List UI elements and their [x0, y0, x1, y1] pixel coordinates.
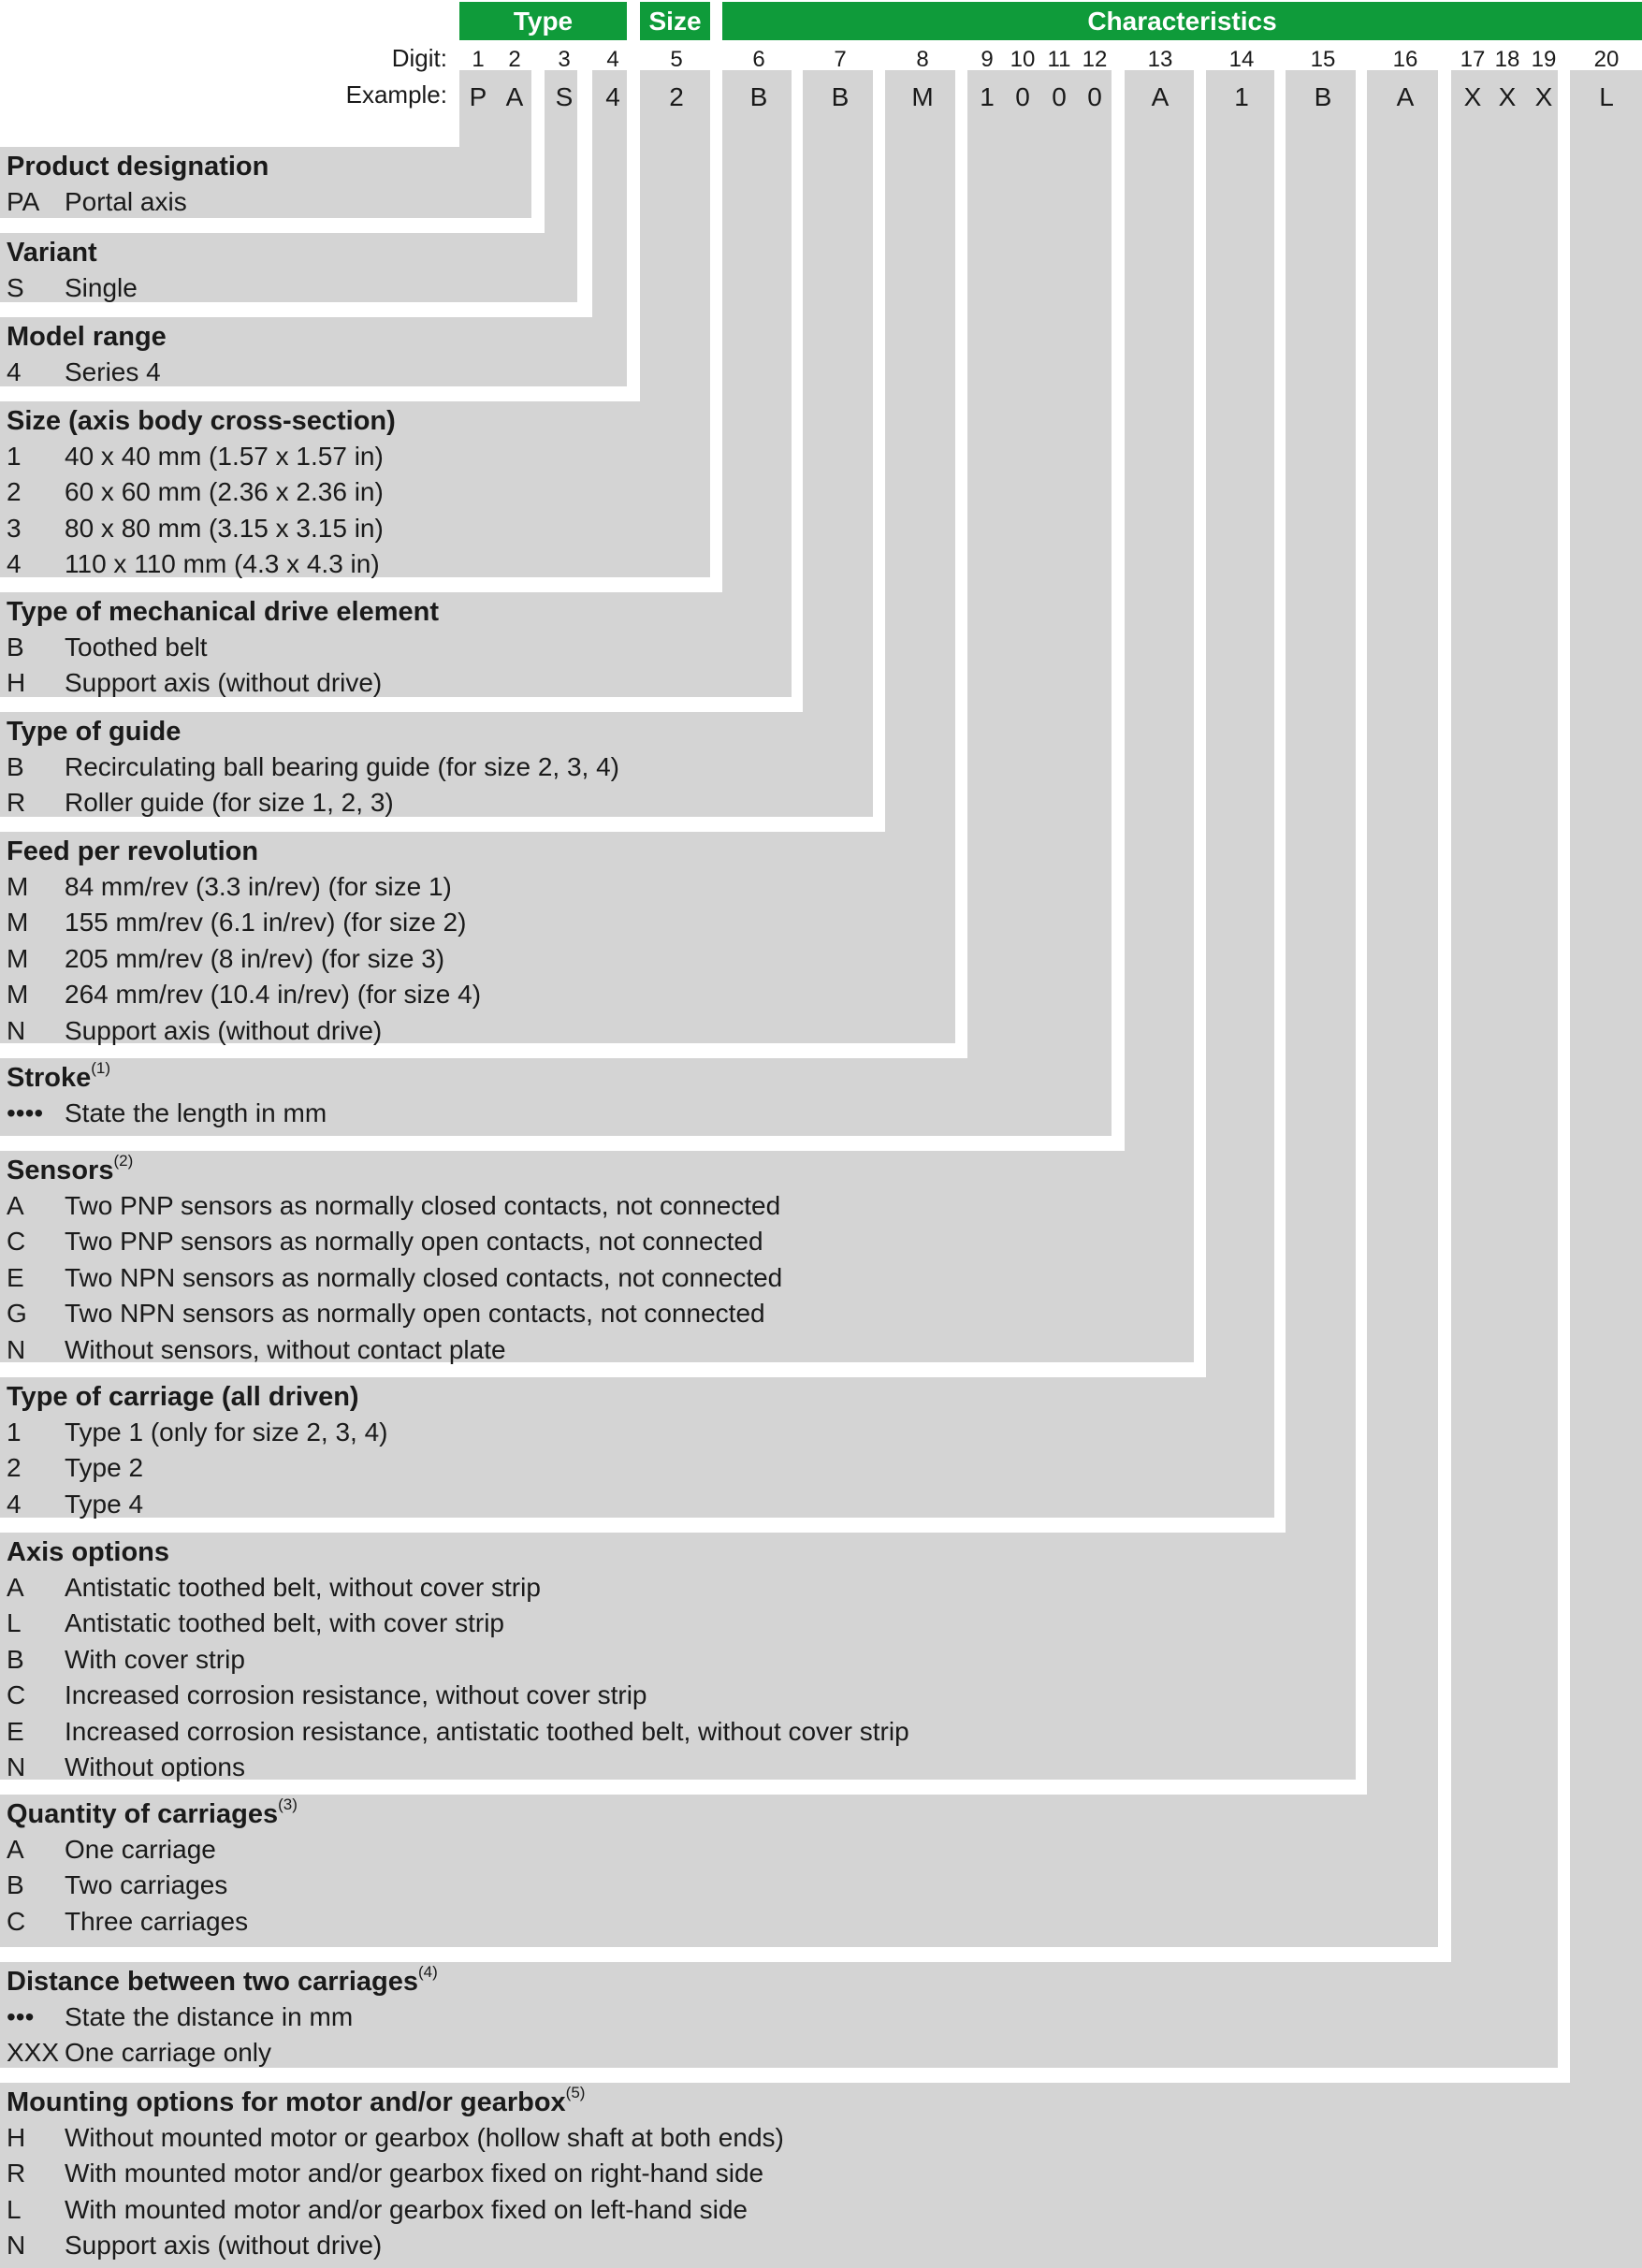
option-code: C: [7, 1906, 26, 1936]
column-6: [803, 70, 873, 817]
digit-20: 20: [1593, 47, 1620, 72]
section-title: Distance between two carriages$^{(4)}$: [7, 1963, 438, 1997]
example-char-5: 2: [669, 82, 684, 111]
option-code: L: [7, 2194, 22, 2224]
option-code: 4: [7, 357, 22, 386]
section-title: Variant: [7, 238, 97, 268]
option-code: B: [7, 752, 24, 781]
example-char-6: B: [749, 82, 768, 111]
option-code: PA: [7, 187, 40, 216]
option-code: H: [7, 668, 26, 698]
option-code: M: [7, 943, 29, 973]
digit-15: 15: [1310, 47, 1336, 72]
footnote-ref: (4): [418, 1963, 438, 1981]
option-text: With mounted motor and/or gearbox fixed on right-hand side: [65, 2159, 764, 2188]
example-char-19: X: [1534, 82, 1553, 111]
example-char-14: 1: [1234, 82, 1249, 111]
option-code: G: [7, 1299, 27, 1329]
footnote-ref: (3): [278, 1796, 298, 1813]
example-char-12: 0: [1087, 82, 1102, 111]
digit-10: 10: [1010, 47, 1036, 72]
option-text: 80 x 80 mm (3.15 x 3.15 in): [65, 513, 384, 543]
option-text: 155 mm/rev (6.1 in/rev) (for size 2): [65, 908, 467, 938]
example-char-1: P: [469, 82, 487, 111]
option-code: M: [7, 908, 29, 938]
option-code: N: [7, 1015, 26, 1045]
option-text: Type 2: [65, 1453, 144, 1483]
option-code: R: [7, 2159, 26, 2188]
option-text: 84 mm/rev (3.3 in/rev) (for size 1): [65, 872, 452, 901]
option-code: A: [7, 1573, 24, 1602]
header-size: Size: [640, 2, 710, 40]
section-title: Feed per revolution: [7, 836, 259, 866]
option-code: N: [7, 1334, 26, 1364]
digit-17: 17: [1460, 47, 1486, 72]
option-code: C: [7, 1227, 26, 1257]
option-text: 110 x 110 mm (4.3 x 4.3 in): [65, 549, 380, 579]
option-code: 4: [7, 1489, 22, 1519]
option-code: B: [7, 1870, 24, 1900]
option-code: 1: [7, 1418, 22, 1447]
digit-9: 9: [981, 47, 994, 72]
example-char-18: X: [1498, 82, 1517, 111]
example-char-15: B: [1314, 82, 1332, 111]
option-text: 205 mm/rev (8 in/rev) (for size 3): [65, 943, 445, 973]
option-text: State the length in mm: [65, 1098, 327, 1127]
option-code: XXX: [7, 2038, 60, 2068]
digit-3: 3: [558, 47, 571, 72]
option-text: Increased corrosion resistance, without cover strip: [65, 1680, 647, 1710]
digit-18: 18: [1494, 47, 1520, 72]
section-title: Quantity of carriages$^{(3)}$: [7, 1796, 298, 1829]
column-12: [1367, 70, 1438, 1947]
section-title: Model range: [7, 322, 167, 352]
option-text: Two NPN sensors as normally open contacts, not connected: [65, 1299, 765, 1329]
option-text: Increased corrosion resistance, antistatic toothed belt, without cover strip: [65, 1716, 909, 1746]
option-code: R: [7, 788, 26, 818]
example-char-17: X: [1463, 82, 1482, 111]
option-code: N: [7, 1752, 26, 1781]
option-code: E: [7, 1716, 24, 1746]
digit-1: 1: [472, 47, 485, 72]
digit-8: 8: [916, 47, 929, 72]
section-title: Product designation: [7, 152, 269, 182]
option-text: Roller guide (for size 1, 2, 3): [65, 788, 394, 818]
option-text: Without sensors, without contact plate: [65, 1334, 506, 1364]
option-text: 40 x 40 mm (1.57 x 1.57 in): [65, 442, 384, 471]
option-text: Recirculating ball bearing guide (for size 2, 3, 4): [65, 752, 619, 781]
column-11: [1286, 70, 1356, 1780]
option-text: Antistatic toothed belt, without cover strip: [65, 1573, 541, 1602]
digit-13: 13: [1147, 47, 1173, 72]
option-text: One carriage only: [65, 2038, 272, 2068]
digit-16: 16: [1392, 47, 1418, 72]
option-text: Portal axis: [65, 187, 187, 216]
option-code: 2: [7, 1453, 22, 1483]
digit-19: 19: [1531, 47, 1557, 72]
option-code: B: [7, 632, 24, 662]
option-text: With cover strip: [65, 1644, 245, 1674]
option-code: C: [7, 1680, 26, 1710]
option-code: 4: [7, 549, 22, 579]
section-title: Size (axis body cross-section): [7, 406, 396, 436]
option-text: 264 mm/rev (10.4 in/rev) (for size 4): [65, 980, 482, 1010]
example-char-4: 4: [605, 82, 620, 111]
option-code: 3: [7, 513, 22, 543]
option-text: Two NPN sensors as normally closed contacts, not connected: [65, 1262, 783, 1292]
option-code: 2: [7, 477, 22, 507]
footnote-ref: (5): [565, 2084, 586, 2101]
option-code: M: [7, 980, 29, 1010]
example-row-label: Example:: [345, 80, 447, 109]
option-code: N: [7, 2231, 26, 2261]
option-code: S: [7, 273, 24, 302]
column-13: [1451, 70, 1558, 2068]
digit-4: 4: [606, 47, 619, 72]
option-code: •••: [7, 2002, 35, 2031]
option-code: M: [7, 872, 29, 901]
section-title: Type of carriage (all driven): [7, 1382, 359, 1412]
example-char-16: A: [1396, 82, 1415, 111]
section-title: Axis options: [7, 1537, 170, 1567]
header-characteristics: Characteristics: [722, 2, 1642, 40]
column-10: [1206, 70, 1274, 1518]
column-8: [967, 70, 1112, 1136]
option-text: Type 1 (only for size 2, 3, 4): [65, 1418, 388, 1447]
example-char-20: L: [1599, 82, 1614, 111]
option-text: Type 4: [65, 1489, 144, 1519]
option-text: Single: [65, 273, 138, 302]
option-text: Three carriages: [65, 1906, 249, 1936]
option-code: A: [7, 1835, 24, 1864]
section-title: Type of mechanical drive element: [7, 597, 440, 627]
header-type: Type: [459, 2, 627, 40]
digit-12: 12: [1082, 47, 1108, 72]
example-char-3: S: [555, 82, 574, 111]
digit-5: 5: [670, 47, 683, 72]
option-text: Two carriages: [65, 1870, 228, 1900]
footnote-ref: (1): [91, 1059, 111, 1077]
option-code: E: [7, 1262, 24, 1292]
option-code: H: [7, 2123, 26, 2152]
option-code: A: [7, 1191, 24, 1220]
example-char-7: B: [831, 82, 850, 111]
option-text: Without mounted motor or gearbox (hollow shaft at both ends): [65, 2123, 784, 2152]
footnote-ref: (2): [113, 1152, 134, 1170]
example-char-10: 0: [1015, 82, 1030, 111]
option-text: Without options: [65, 1752, 245, 1781]
example-char-9: 1: [980, 82, 995, 111]
example-char-11: 0: [1052, 82, 1067, 111]
option-code: B: [7, 1644, 24, 1674]
section-title: Sensors$^{(2)}$: [7, 1152, 134, 1185]
example-char-8: M: [911, 82, 934, 111]
column-14: [1570, 70, 1642, 2268]
option-text: Two PNP sensors as normally closed contacts, not connected: [65, 1191, 781, 1220]
digit-14: 14: [1228, 47, 1255, 72]
digit-11: 11: [1047, 47, 1071, 72]
option-text: State the distance in mm: [65, 2002, 354, 2031]
option-text: Toothed belt: [65, 632, 208, 662]
example-char-2: A: [505, 82, 524, 111]
option-code: ••••: [7, 1098, 44, 1127]
section-title: Type of guide: [7, 717, 182, 747]
section-title: Mounting options for motor and/or gearbox$^{(5)}$: [7, 2084, 586, 2117]
option-text: Two PNP sensors as normally open contacts, not connected: [65, 1227, 763, 1257]
option-code: L: [7, 1608, 22, 1638]
option-text: Support axis (without drive): [65, 668, 383, 698]
section-title: Stroke$^{(1)}$: [7, 1059, 111, 1093]
option-text: Antistatic toothed belt, with cover strip: [65, 1608, 504, 1638]
digit-7: 7: [834, 47, 847, 72]
example-char-13: A: [1151, 82, 1170, 111]
option-text: Support axis (without drive): [65, 1015, 383, 1045]
option-text: With mounted motor and/or gearbox fixed on left-hand side: [65, 2194, 748, 2224]
option-text: Support axis (without drive): [65, 2231, 383, 2261]
digit-6: 6: [752, 47, 765, 72]
digit-row-label: Digit:: [391, 44, 447, 72]
option-code: 1: [7, 442, 22, 471]
option-text: Series 4: [65, 357, 161, 386]
digit-2: 2: [508, 47, 521, 72]
option-text: 60 x 60 mm (2.36 x 2.36 in): [65, 477, 384, 507]
option-text: One carriage: [65, 1835, 216, 1864]
